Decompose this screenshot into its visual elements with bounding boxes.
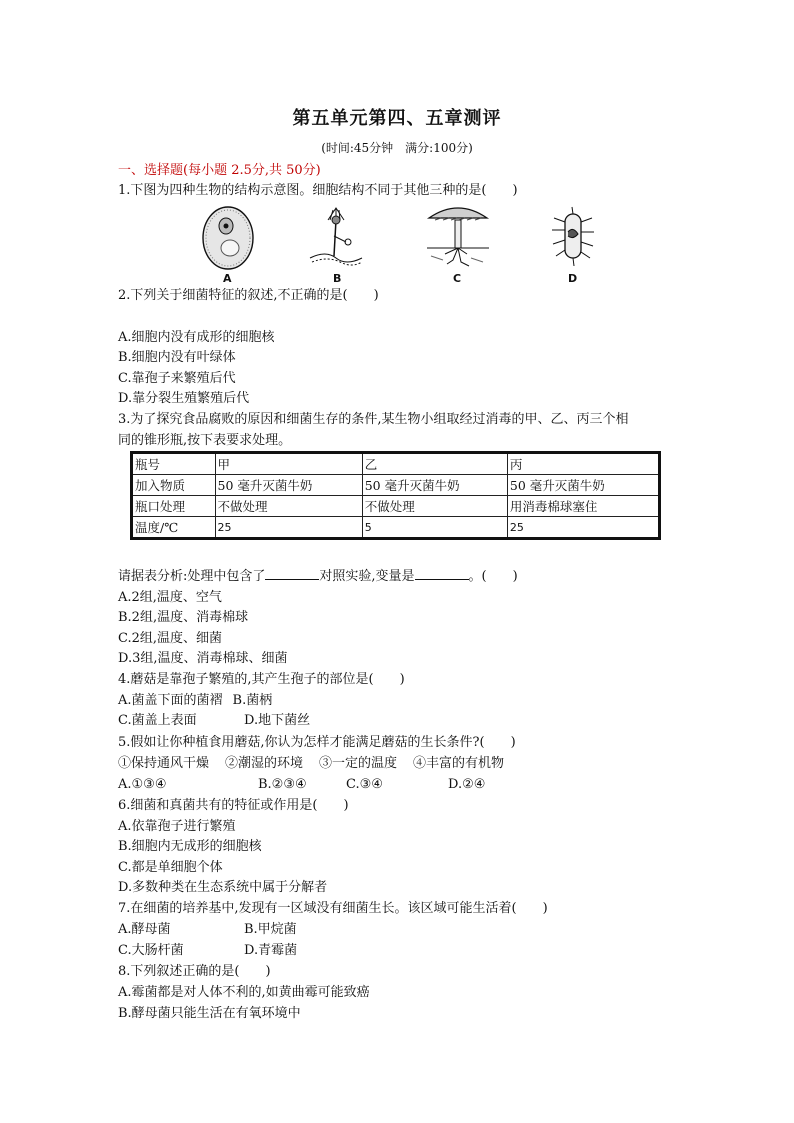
figure-label-b: B <box>333 272 342 285</box>
question-8-option-a: A.霉菌都是对人体不利的,如黄曲霉可能致癌 <box>118 985 370 1000</box>
table-cell: 丙 <box>507 453 659 475</box>
figure-a-cell <box>200 204 256 272</box>
page-title: 第五单元第四、五章测评 <box>292 108 502 129</box>
question-1-figures <box>0 200 794 290</box>
question-5-option-c: C.③④ <box>346 777 383 792</box>
question-2-option-d: D.靠分裂生殖繁殖后代 <box>118 391 250 406</box>
question-7-option-a: A.酵母菌 <box>118 922 171 937</box>
question-7-option-b: B.甲烷菌 <box>244 922 297 937</box>
question-7-option-c: C.大肠杆菌 <box>118 943 184 958</box>
question-3-option-c: C.2组,温度、细菌 <box>118 631 223 646</box>
table-row <box>132 453 660 475</box>
table-cell: 50 毫升灭菌牛奶 <box>215 475 362 496</box>
question-7-options-row1 <box>118 921 297 939</box>
figure-c-mushroom <box>423 202 493 272</box>
figure-label-c: C <box>453 272 462 285</box>
figure-label-d: D <box>568 272 578 285</box>
question-3-ask-part1: 请据表分析:处理中包含了 <box>118 569 266 584</box>
question-6-option-d: D.多数种类在生态系统中属于分解者 <box>118 880 328 895</box>
question-7-options-row2 <box>118 942 297 960</box>
question-2-option-a: A.细胞内没有成形的细胞核 <box>118 330 275 345</box>
figure-d-bacterium <box>548 206 598 268</box>
figure-label-a: A <box>223 272 232 285</box>
question-4-stem: 4.蘑菇是靠孢子繁殖的,其产生孢子的部位是( ) <box>118 672 405 687</box>
table-row <box>132 475 660 496</box>
table-row <box>132 496 660 517</box>
question-4-options-row1 <box>118 692 272 710</box>
question-3-option-a: A.2组,温度、空气 <box>118 590 222 605</box>
table-cell: 25 <box>507 517 659 539</box>
table-row <box>132 517 660 539</box>
table-cell: 50 毫升灭菌牛奶 <box>362 475 507 496</box>
question-3-stem-line1: 3.为了探究食品腐败的原因和细菌生存的条件,某生物小组取经过消毒的甲、乙、丙三个相 <box>118 412 629 427</box>
condition-1: ①保持通风干燥 <box>118 756 210 771</box>
question-8-stem: 8.下列叙述正确的是( ) <box>118 964 271 979</box>
table-cell: 温度/℃ <box>132 517 216 539</box>
table-cell: 50 毫升灭菌牛奶 <box>507 475 659 496</box>
question-5-option-a: A.①③④ <box>118 777 167 792</box>
question-2-option-c: C.靠孢子来繁殖后代 <box>118 371 236 386</box>
section-heading: 一、选择题(每小题 2.5分,共 50分) <box>118 163 321 178</box>
table-cell: 不做处理 <box>362 496 507 517</box>
table-cell: 甲 <box>215 453 362 475</box>
condition-2: ②潮湿的环境 <box>225 756 304 771</box>
question-5-conditions <box>118 755 504 773</box>
question-1-stem: 1.下图为四种生物的结构示意图。细胞结构不同于其他三种的是( ) <box>118 183 518 198</box>
question-5-options <box>118 776 485 794</box>
table-cell: 加入物质 <box>132 475 216 496</box>
question-3-ask <box>118 567 518 586</box>
table-cell: 瓶号 <box>132 453 216 475</box>
question-4-option-d: D.地下菌丝 <box>244 713 311 728</box>
question-2-stem: 2.下列关于细菌特征的叙述,不正确的是( ) <box>118 288 379 303</box>
question-3-option-d: D.3组,温度、消毒棉球、细菌 <box>118 651 288 666</box>
condition-3: ③一定的温度 <box>319 756 398 771</box>
question-2-option-b: B.细胞内没有叶绿体 <box>118 350 236 365</box>
question-5-stem: 5.假如让你种植食用蘑菇,你认为怎样才能满足蘑菇的生长条件?( ) <box>118 735 516 750</box>
question-7-option-d: D.青霉菌 <box>244 943 298 958</box>
experiment-table <box>130 451 661 540</box>
question-7-stem: 7.在细菌的培养基中,发现有一区域没有细菌生长。该区域可能生活着( ) <box>118 901 548 916</box>
question-6-option-a: A.依靠孢子进行繁殖 <box>118 819 236 834</box>
page-subtitle: (时间:45分钟 满分:100分) <box>321 141 473 155</box>
question-3-ask-part2: 对照实验,变量是 <box>319 569 415 584</box>
question-3-ask-part3: 。( ) <box>468 569 518 584</box>
table-cell: 25 <box>215 517 362 539</box>
answer-blank-2[interactable] <box>415 567 469 580</box>
table-cell: 乙 <box>362 453 507 475</box>
figure-b-mold <box>306 206 366 268</box>
question-3-stem-line2: 同的锥形瓶,按下表要求处理。 <box>118 433 292 448</box>
question-6-option-c: C.都是单细胞个体 <box>118 860 223 875</box>
question-5-option-d: D.②④ <box>448 777 486 792</box>
question-4-option-c: C.菌盖上表面 <box>118 713 197 728</box>
table-cell: 不做处理 <box>215 496 362 517</box>
question-4-option-a: A.菌盖下面的菌褶 <box>118 693 223 708</box>
table-cell: 瓶口处理 <box>132 496 216 517</box>
question-3-option-b: B.2组,温度、消毒棉球 <box>118 610 249 625</box>
question-4-options-row2 <box>118 712 310 730</box>
question-5-option-b: B.②③④ <box>258 777 307 792</box>
question-6-option-b: B.细胞内无成形的细胞核 <box>118 839 262 854</box>
question-6-stem: 6.细菌和真菌共有的特征或作用是( ) <box>118 798 349 813</box>
question-8-option-b: B.酵母菌只能生活在有氧环境中 <box>118 1006 301 1021</box>
question-4-option-b: B.菌柄 <box>232 693 273 708</box>
table-cell: 5 <box>362 517 507 539</box>
table-cell: 用消毒棉球塞住 <box>507 496 659 517</box>
answer-blank-1[interactable] <box>265 567 319 580</box>
condition-4: ④丰富的有机物 <box>413 756 505 771</box>
